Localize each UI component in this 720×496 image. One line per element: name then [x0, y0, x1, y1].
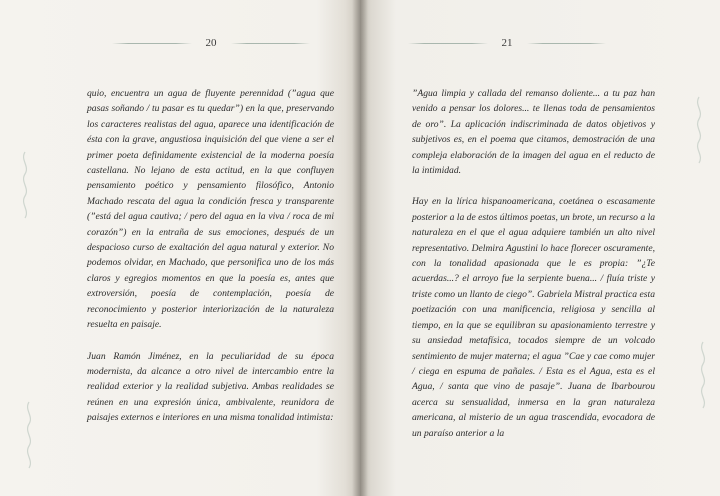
scroll-ornament-icon [696, 340, 710, 410]
left-page-body [87, 86, 334, 426]
right-page-header [408, 36, 606, 50]
right-page-body [412, 86, 655, 441]
left-page-header [112, 36, 310, 50]
paragraph: Hay en la lírica hispanoamericana, coetánea o escasamente posterior a la de estos últimos poetas, un brote, un recurso a la naturaleza en el que el agua adquiere también un alto nivel representativo. Delmira Agustini lo hace florecer oscuramente, con la tonalidad apasionada que le es propia: ”¿Te acuerdas...? el arroyo fue la serpiente buena... / fluía triste y triste como un llanto de ciego”. Gabriela Mistral practica esta poetización con una manificencia, religiosa y sencilla al tiempo, en la que se equilibran su apasionamiento terrestre y su ansiedad metafísica, tocados siempre de un volcado sentimiento de mujer materna; el agua ”Cae y cae como mujer / ciega en espuma de pañales. / Esta es el Agua, esta es el Agua, / santa que vino de pasaje”. Juana de Ibarbourou acerca su sensualidad, inmersa en la gran naturaleza americana, al misterio de un agua trascendida, evocadora de un paraíso anterior a la [412, 196, 655, 439]
paragraph: quio, encuentra un agua de fluyente perennidad (”agua que pasas soñando / tu pasar es tu quedar”) en la que, preservando los caracteres realistas del agua, aparece una identificación de ésta con la grave, angustiosa inquisición del que viene a ser el primer poeta definidamente existencial de la moderna poesía castellana. No lejano de esta actitud, en la que confluyen pensamiento poético y pensamiento filosófico, Antonio Machado rescata del agua la condición fresca y transparente (”está del agua cautiva; / pero del agua en la viva / roca de mi corazón”) en la entraña de sus emociones, después de un despacioso curso de exaltación del agua natural y exterior. No podemos olvidar, en Machado, que personifica uno de los más claros y egregios momentos en que la poesía es, antes que extroversión, poesía de contemplación, poesía de reconocimiento y posterior interiorización de la naturaleza resuelta en paisaje. [87, 88, 334, 331]
header-rule-right [231, 43, 311, 44]
paragraph: Juan Ramón Jiménez, en la peculiaridad de su época modernista, da alcance a otro nivel de intercambio entre la realidad exterior y la realidad subjetiva. Ambas realidades se reúnen en una expresión única, ambivalente, reunidora de paisajes externos e interiores en una misma tonalidad intimista: [87, 350, 334, 424]
right-page [360, 0, 720, 496]
page-number-left: 20 [205, 37, 217, 49]
scroll-ornament-icon [692, 95, 706, 165]
scroll-ornament-icon [18, 150, 32, 220]
scroll-ornament-icon [22, 400, 36, 470]
header-rule-left [112, 43, 192, 44]
paragraph: ”Agua limpia y callada del remanso doliente... a tu paz han venido a pensar los dolores... te llenas toda de pensamientos de oro”. La aplicación indiscriminada de datos objetivos y subjetivos es, en el poema que citamos, demostración de una compleja elaboración de la imagen del agua en el reducto de la intimidad. [412, 88, 655, 177]
header-rule-right [527, 43, 607, 44]
page-number-right: 21 [501, 37, 513, 49]
header-rule-left [408, 43, 488, 44]
